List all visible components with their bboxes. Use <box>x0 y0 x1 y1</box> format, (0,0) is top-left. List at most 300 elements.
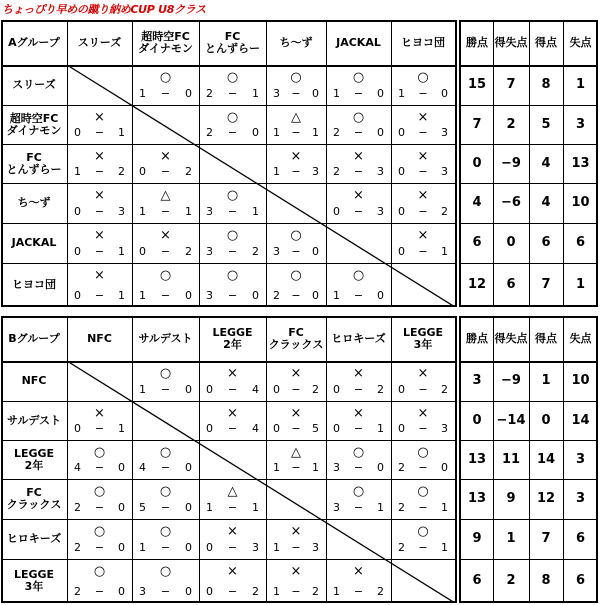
match-score <box>266 462 326 474</box>
score-for: 1 <box>74 165 81 178</box>
score-for: 0 <box>139 245 146 258</box>
match-score <box>326 586 391 598</box>
match-result-mark: × <box>417 366 429 381</box>
match-result-mark: × <box>227 406 238 421</box>
score-against: 1 <box>185 205 192 218</box>
score-for: 0 <box>273 422 280 435</box>
score-against: 1 <box>252 205 259 218</box>
score-for: 0 <box>206 383 213 396</box>
team-column-header <box>132 316 199 361</box>
score-against: 3 <box>377 165 384 178</box>
score-for: 3 <box>206 289 213 302</box>
match-result-mark: ○ <box>290 268 302 283</box>
score-against: 3 <box>312 541 319 554</box>
match-score <box>67 586 132 598</box>
team-row-label <box>1 559 67 603</box>
score-for: 0 <box>398 205 405 218</box>
match-result-mark: ○ <box>417 524 429 539</box>
match-score <box>199 290 266 302</box>
match-result-mark: ○ <box>93 564 106 579</box>
match-score <box>266 384 326 396</box>
team-header-line: NFC <box>87 331 112 345</box>
team-header-line: ダイナモン <box>138 41 193 55</box>
score-against: 3 <box>441 422 448 435</box>
team-row-label <box>1 519 67 559</box>
match-score <box>391 502 455 514</box>
score-against: 0 <box>312 289 319 302</box>
team-column-header <box>391 20 455 65</box>
score-dash: − <box>227 541 238 554</box>
score-dash: − <box>418 165 428 178</box>
score-for: 2 <box>398 461 405 474</box>
match-score <box>266 542 326 554</box>
match-score <box>391 88 455 100</box>
score-against: 1 <box>312 126 319 139</box>
match-score <box>132 88 199 100</box>
score-for: 0 <box>398 165 405 178</box>
team-row-line: 3年 <box>24 580 44 593</box>
score-dash: − <box>291 289 301 302</box>
match-result-mark: × <box>290 149 302 164</box>
score-against: 3 <box>441 165 448 178</box>
score-against: 2 <box>118 165 125 178</box>
score-dash: − <box>353 289 364 302</box>
match-score <box>326 502 391 514</box>
score-dash: − <box>94 289 105 302</box>
match-score <box>67 542 132 554</box>
stat-value: 1 <box>575 277 586 292</box>
match-score <box>199 542 266 554</box>
score-for: 2 <box>333 165 340 178</box>
match-result-mark: ○ <box>159 268 172 283</box>
score-for: 1 <box>273 126 280 139</box>
stat-value: 0 <box>541 412 551 428</box>
score-for: 0 <box>333 422 340 435</box>
score-for: 4 <box>74 461 81 474</box>
team-column-header <box>132 20 199 65</box>
score-for: 0 <box>206 422 213 435</box>
score-against: 0 <box>252 126 259 139</box>
score-for: 1 <box>398 87 405 100</box>
stat-value: 2 <box>506 116 516 132</box>
team-row-line: FC <box>26 486 42 499</box>
group-label: Bグループ <box>8 331 60 345</box>
stat-value: 0 <box>472 412 482 428</box>
match-result-mark: × <box>417 188 429 203</box>
match-score <box>199 88 266 100</box>
stat-value: 3 <box>575 116 586 132</box>
score-dash: − <box>353 165 364 178</box>
match-result-mark: × <box>290 524 302 539</box>
score-dash: − <box>418 87 428 100</box>
team-column-header <box>266 20 326 65</box>
stat-value: 2 <box>506 573 516 588</box>
match-result-mark: × <box>417 110 429 125</box>
score-for: 3 <box>333 501 340 514</box>
stat-value: 0 <box>506 235 516 250</box>
score-against: 1 <box>377 501 384 514</box>
score-for: 3 <box>206 245 213 258</box>
match-result-mark: ○ <box>159 524 172 539</box>
score-for: 1 <box>139 289 146 302</box>
match-score <box>132 586 199 598</box>
score-dash: − <box>418 245 428 258</box>
team-row-line: ダイナモン <box>6 123 62 137</box>
score-against: 1 <box>118 126 125 139</box>
match-result-mark: × <box>94 406 105 421</box>
score-for: 0 <box>74 245 81 258</box>
score-dash: − <box>160 245 171 258</box>
score-dash: − <box>94 422 105 435</box>
match-score <box>132 502 199 514</box>
team-row-line: とんずらー <box>6 162 62 176</box>
stat-value: 13 <box>467 491 487 506</box>
score-for: 2 <box>74 501 81 514</box>
team-header-line: 3年 <box>413 337 433 351</box>
match-result-mark: × <box>160 149 171 164</box>
score-dash: − <box>94 501 105 514</box>
team-row-line: LEGGE <box>13 568 55 581</box>
team-row-line: ヒロキーズ <box>6 532 62 545</box>
team-header-line: クラックス <box>268 337 324 351</box>
team-column-header <box>67 20 132 65</box>
stat-value: 6 <box>472 235 482 250</box>
stat-value: 7 <box>506 77 516 92</box>
score-dash: − <box>160 541 171 554</box>
stat-value: 14 <box>571 412 590 428</box>
score-for: 2 <box>398 501 405 514</box>
score-for: 1 <box>206 501 213 514</box>
match-score <box>199 502 266 514</box>
stat-value: 1 <box>575 77 586 92</box>
score-dash: − <box>227 585 238 598</box>
match-score <box>391 384 455 396</box>
score-for: 2 <box>206 126 213 139</box>
match-result-mark: × <box>290 406 302 421</box>
score-for: 0 <box>206 541 213 554</box>
stat-column-header: 得失点 <box>494 331 528 345</box>
score-dash: − <box>160 383 171 396</box>
match-result-mark: △ <box>291 445 301 460</box>
team-header-line: スリーズ <box>77 35 122 49</box>
stat-value: 13 <box>467 451 487 467</box>
score-for: 3 <box>206 205 213 218</box>
score-dash: − <box>353 422 364 435</box>
match-score <box>199 586 266 598</box>
match-result-mark: × <box>353 406 364 421</box>
score-dash: − <box>160 501 171 514</box>
stat-value: 9 <box>506 491 516 506</box>
score-for: 2 <box>206 87 213 100</box>
score-for: 0 <box>206 585 213 598</box>
stat-value: 10 <box>571 195 590 210</box>
match-score <box>266 423 326 435</box>
score-dash: − <box>227 87 238 100</box>
match-result-mark: ○ <box>226 70 239 85</box>
match-result-mark: ○ <box>352 110 365 125</box>
stat-value: 6 <box>541 235 551 250</box>
score-dash: − <box>94 165 105 178</box>
match-result-mark: ○ <box>159 445 172 460</box>
stat-value: 7 <box>541 531 551 546</box>
score-dash: − <box>227 501 238 514</box>
score-against: 2 <box>377 383 384 396</box>
score-against: 4 <box>252 422 259 435</box>
match-result-mark: ○ <box>352 445 365 460</box>
score-against: 4 <box>252 383 259 396</box>
score-against: 0 <box>185 289 192 302</box>
stat-value: 8 <box>541 573 551 588</box>
match-score <box>67 462 132 474</box>
match-score <box>132 542 199 554</box>
score-dash: − <box>353 501 364 514</box>
score-against: 0 <box>441 461 448 474</box>
stat-value: 6 <box>575 235 586 250</box>
score-for: 0 <box>333 205 340 218</box>
match-score <box>132 166 199 178</box>
match-result-mark: ○ <box>226 188 239 203</box>
score-against: 0 <box>118 585 125 598</box>
team-header-line: 2年 <box>223 337 242 351</box>
match-result-mark: × <box>94 110 105 125</box>
stat-value: 6 <box>506 277 516 292</box>
score-against: 0 <box>312 87 319 100</box>
score-for: 3 <box>139 585 146 598</box>
stat-value: 1 <box>506 531 516 546</box>
score-dash: − <box>227 289 238 302</box>
team-row-label <box>1 65 67 105</box>
score-for: 3 <box>333 461 340 474</box>
score-for: 2 <box>273 289 280 302</box>
team-header-line: FC <box>288 325 304 339</box>
group-label: Aグループ <box>8 35 60 49</box>
match-result-mark: × <box>227 564 238 579</box>
match-result-mark: × <box>417 228 429 243</box>
score-against: 1 <box>377 422 384 435</box>
match-score <box>326 166 391 178</box>
score-against: 0 <box>312 245 319 258</box>
score-dash: − <box>291 422 301 435</box>
score-dash: − <box>418 541 428 554</box>
match-score <box>391 462 455 474</box>
score-against: 3 <box>118 205 125 218</box>
score-dash: − <box>227 245 238 258</box>
match-result-mark: ○ <box>417 445 429 460</box>
match-score <box>391 127 455 139</box>
match-result-mark: × <box>227 366 238 381</box>
stat-column-header: 得点 <box>535 35 557 49</box>
score-against: 0 <box>185 541 192 554</box>
match-result-mark: × <box>290 564 302 579</box>
team-header-line: サルデスト <box>138 331 193 345</box>
stat-value: 4 <box>541 155 551 171</box>
score-dash: − <box>94 541 105 554</box>
match-score <box>326 384 391 396</box>
score-dash: − <box>227 126 238 139</box>
score-against: 0 <box>118 461 125 474</box>
score-for: 1 <box>333 87 340 100</box>
match-score <box>67 502 132 514</box>
score-for: 3 <box>273 87 280 100</box>
match-result-mark: ○ <box>352 268 365 283</box>
match-score <box>326 290 391 302</box>
match-result-mark: ○ <box>352 484 365 499</box>
score-dash: − <box>160 205 171 218</box>
score-dash: − <box>291 165 301 178</box>
team-row-line: 2年 <box>24 458 44 472</box>
match-score <box>132 384 199 396</box>
score-against: 0 <box>441 87 448 100</box>
match-score <box>326 88 391 100</box>
team-column-header <box>326 20 391 65</box>
match-result-mark: △ <box>227 484 238 499</box>
match-result-mark: × <box>290 366 302 381</box>
score-for: 1 <box>273 541 280 554</box>
match-score <box>326 206 391 218</box>
score-dash: − <box>227 422 238 435</box>
score-dash: − <box>353 205 364 218</box>
score-against: 0 <box>118 541 125 554</box>
team-header-line: ち～ず <box>279 35 313 49</box>
score-for: 0 <box>273 383 280 396</box>
team-column-header <box>67 316 132 361</box>
stat-value: 13 <box>571 155 590 171</box>
match-score <box>266 586 326 598</box>
team-column-header <box>266 316 326 361</box>
match-score <box>132 246 199 258</box>
team-header-line: ヒロキーズ <box>331 331 386 345</box>
score-for: 0 <box>74 126 81 139</box>
match-score <box>132 462 199 474</box>
team-column-header <box>199 20 266 65</box>
team-row-label <box>1 183 67 223</box>
stat-value: 4 <box>472 195 482 210</box>
stat-value: 12 <box>536 491 556 506</box>
score-against: 2 <box>441 383 448 396</box>
score-dash: − <box>227 205 238 218</box>
match-score <box>391 542 455 554</box>
score-for: 0 <box>74 289 81 302</box>
match-score <box>67 423 132 435</box>
match-score <box>391 206 455 218</box>
stat-value: 7 <box>541 277 551 292</box>
stat-value: 3 <box>472 373 482 388</box>
score-against: 2 <box>441 205 448 218</box>
match-result-mark: × <box>417 406 429 421</box>
stat-column-header: 失点 <box>569 35 592 49</box>
score-for: 2 <box>333 126 340 139</box>
score-against: 0 <box>185 383 192 396</box>
team-row-label <box>1 361 67 401</box>
score-dash: − <box>94 461 105 474</box>
score-dash: − <box>94 585 105 598</box>
stat-value: 6 <box>472 573 482 588</box>
score-dash: − <box>418 126 428 139</box>
stat-value: 3 <box>575 491 586 506</box>
score-against: 0 <box>377 289 384 302</box>
group-a-table <box>1 20 598 307</box>
match-score <box>67 166 132 178</box>
score-for: 1 <box>139 541 146 554</box>
score-against: 2 <box>312 585 319 598</box>
match-result-mark: ○ <box>93 445 106 460</box>
match-result-mark: ○ <box>226 268 239 283</box>
score-dash: − <box>291 126 301 139</box>
match-score <box>266 246 326 258</box>
team-row-line: NFC <box>21 374 47 387</box>
stat-value: 4 <box>541 195 551 210</box>
match-result-mark: × <box>353 564 364 579</box>
team-row-label <box>1 263 67 307</box>
match-score <box>199 246 266 258</box>
score-against: 3 <box>441 126 448 139</box>
score-dash: − <box>291 585 301 598</box>
match-result-mark: ○ <box>226 228 239 243</box>
stat-value: −14 <box>496 412 526 428</box>
match-score <box>132 290 199 302</box>
match-score <box>67 290 132 302</box>
score-for: 0 <box>398 126 405 139</box>
score-dash: − <box>291 541 301 554</box>
score-against: 0 <box>185 585 192 598</box>
score-against: 3 <box>312 165 319 178</box>
match-result-mark: ○ <box>290 228 302 243</box>
team-row-line: ヒヨコ団 <box>12 278 56 291</box>
score-against: 2 <box>252 245 259 258</box>
team-row-label <box>1 440 67 479</box>
team-header-line: ヒヨコ団 <box>401 35 445 49</box>
score-against: 0 <box>118 501 125 514</box>
stat-value: −9 <box>501 155 521 171</box>
score-for: 1 <box>139 383 146 396</box>
stat-value: 5 <box>541 116 551 132</box>
score-dash: − <box>291 87 301 100</box>
score-for: 1 <box>139 87 146 100</box>
score-for: 0 <box>139 165 146 178</box>
score-for: 1 <box>273 585 280 598</box>
score-for: 0 <box>398 422 405 435</box>
score-against: 1 <box>252 87 259 100</box>
score-against: 0 <box>185 461 192 474</box>
score-against: 1 <box>118 289 125 302</box>
match-result-mark: × <box>94 149 105 164</box>
score-dash: − <box>160 87 171 100</box>
stat-value: 7 <box>472 116 482 132</box>
match-score <box>266 127 326 139</box>
score-against: 1 <box>441 501 448 514</box>
team-row-line: スリーズ <box>12 78 56 91</box>
team-row-label <box>1 223 67 263</box>
score-against: 2 <box>185 165 192 178</box>
team-row-label <box>1 479 67 519</box>
score-for: 4 <box>139 461 146 474</box>
score-dash: − <box>353 87 364 100</box>
match-result-mark: × <box>417 149 429 164</box>
team-header-line: LEGGE <box>212 325 253 339</box>
score-dash: − <box>160 165 171 178</box>
score-dash: − <box>94 245 105 258</box>
match-result-mark: × <box>94 268 105 283</box>
score-for: 0 <box>333 383 340 396</box>
match-result-mark: ○ <box>352 70 365 85</box>
score-for: 1 <box>273 461 280 474</box>
team-row-label <box>1 105 67 144</box>
match-score <box>391 423 455 435</box>
stat-value: 6 <box>575 573 586 588</box>
match-result-mark: ○ <box>93 484 106 499</box>
score-for: 1 <box>333 585 340 598</box>
stat-value: 1 <box>541 373 551 388</box>
